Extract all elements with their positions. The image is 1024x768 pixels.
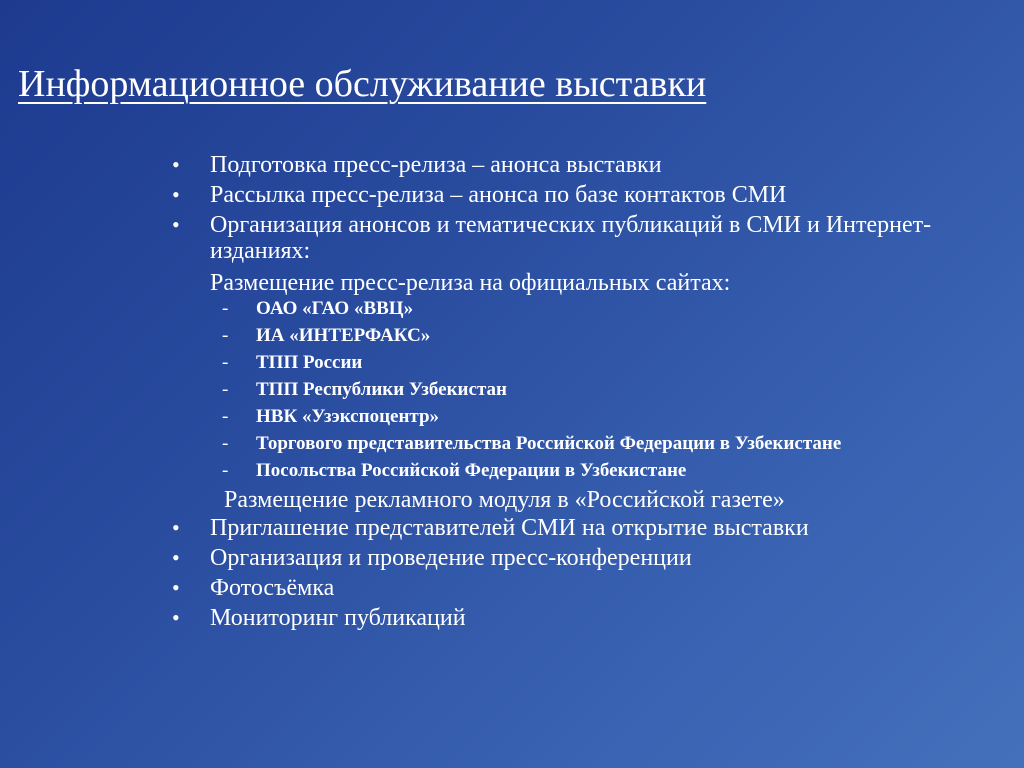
- dash-icon: -: [222, 352, 229, 373]
- bullet-list-top: [172, 152, 952, 264]
- list-item: [172, 515, 952, 541]
- bullet-list-bottom: [172, 515, 952, 631]
- list-item: [172, 575, 952, 601]
- dash-icon: -: [222, 433, 229, 454]
- list-item-text: Фотосъёмка: [210, 575, 335, 601]
- site-name: Посольства Российской Федерации в Узбекистане: [256, 460, 687, 481]
- bullet-icon: •: [172, 605, 180, 630]
- site-item: [172, 433, 952, 455]
- site-name: Торгового представительства Российской Федерации в Узбекистане: [256, 433, 842, 454]
- slide-title: Информационное обслуживание выставки: [18, 63, 707, 105]
- site-name: НВК «Узэкспоцентр»: [256, 406, 440, 427]
- list-item-text: Организация анонсов и тематических публикаций в СМИ и Интернет-изданиях:: [210, 212, 932, 264]
- site-name: ИА «ИНТЕРФАКС»: [256, 325, 431, 346]
- dash-icon: -: [222, 460, 229, 481]
- list-item-text: Приглашение представителей СМИ на открытие выставки: [210, 515, 809, 541]
- bullet-icon: •: [172, 545, 180, 570]
- site-item: [172, 379, 952, 401]
- bullet-icon: •: [172, 182, 180, 207]
- dash-icon: -: [222, 379, 229, 400]
- bullet-icon: •: [172, 515, 180, 540]
- ad-placement: Размещение рекламного модуля в «Российской газете»: [224, 487, 785, 513]
- site-item: [172, 325, 952, 347]
- bullet-icon: •: [172, 212, 180, 237]
- site-item: [172, 406, 952, 428]
- list-item-text: Рассылка пресс-релиза – анонса по базе контактов СМИ: [210, 182, 787, 208]
- site-name: ОАО «ГАО «ВВЦ»: [256, 298, 414, 319]
- site-item: [172, 352, 952, 374]
- dash-icon: -: [222, 298, 229, 319]
- list-item: [172, 605, 952, 631]
- list-item-text: Организация и проведение пресс-конференции: [210, 545, 692, 571]
- slide-content: [172, 152, 952, 635]
- bullet-icon: •: [172, 575, 180, 600]
- site-item: [172, 298, 952, 320]
- site-item: [172, 460, 952, 482]
- list-item: [172, 182, 952, 208]
- site-name: ТПП Республики Узбекистан: [256, 379, 507, 400]
- dash-icon: -: [222, 406, 229, 427]
- list-item: [172, 152, 952, 178]
- list-item-text: Мониторинг публикаций: [210, 605, 466, 631]
- list-item-text: Подготовка пресс-релиза – анонса выставки: [210, 152, 662, 178]
- list-item: [172, 545, 952, 571]
- sites-list: [172, 298, 952, 482]
- site-name: ТПП России: [256, 352, 363, 373]
- list-item: [172, 212, 952, 264]
- placement-heading: Размещение пресс-релиза на официальных сайтах:: [210, 270, 731, 296]
- bullet-icon: •: [172, 152, 180, 177]
- dash-icon: -: [222, 325, 229, 346]
